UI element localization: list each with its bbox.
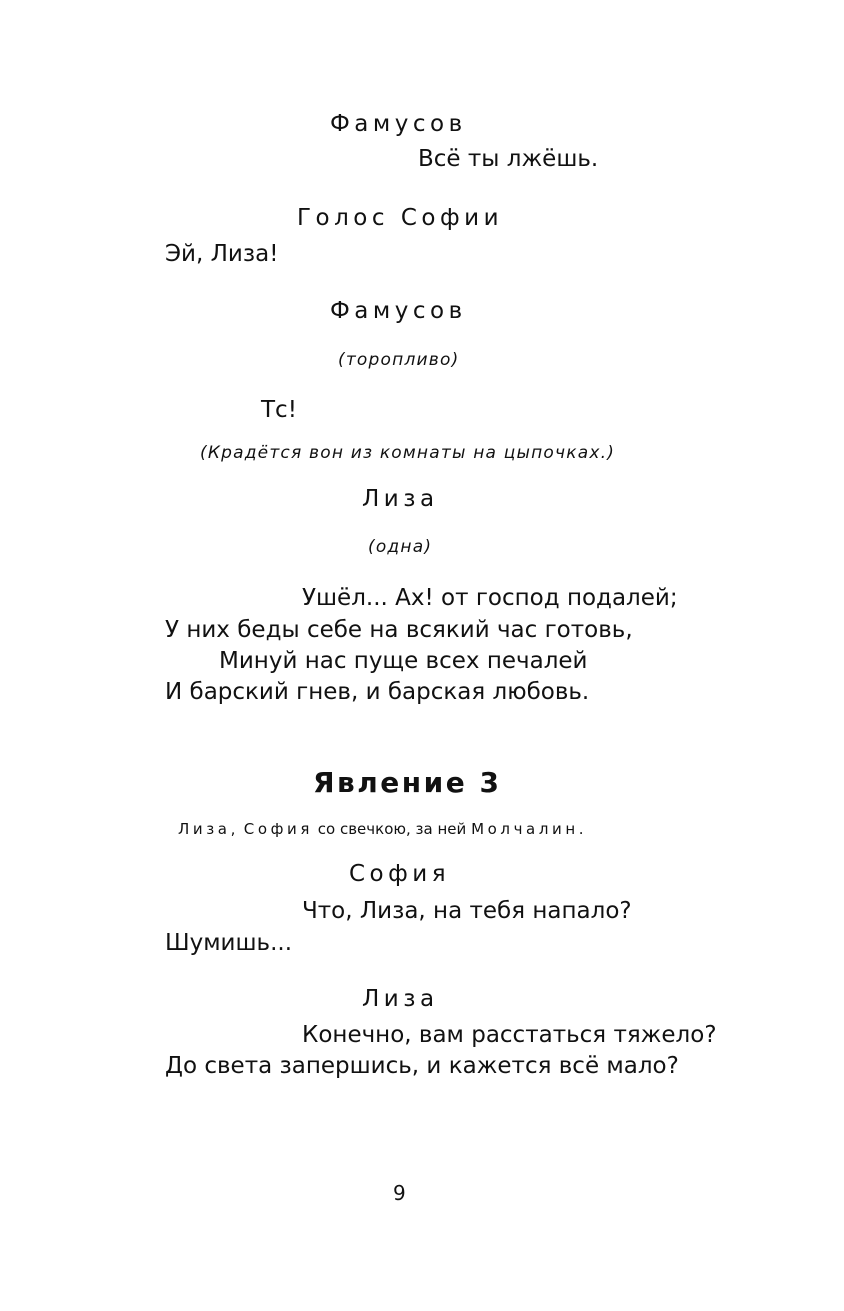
verse-line: И барский гнев, и барская любовь. [165,679,590,705]
page-number: 9 [393,1181,406,1205]
stage-direction: (Крадётся вон из комнаты на цыпочках.) [200,443,616,463]
verse-line: Тс! [261,397,297,423]
speaker-famusov: Фамусов [330,298,467,324]
verse-line: Ушёл... Ах! от господ подалей; [302,585,678,611]
scene-cast [178,820,587,838]
stage-direction: (одна) [368,537,433,557]
verse-line: Что, Лиза, на тебя напало? [302,898,632,924]
verse-line: До света запершись, и кажется всё мало? [165,1053,679,1079]
verse-line: Конечно, вам расстаться тяжело? [302,1022,717,1048]
speaker-liza: Лиза [362,986,439,1012]
verse-line: У них беды себе на всякий час готовь, [165,617,633,643]
scene-heading: Явление 3 [313,766,502,799]
stage-direction: (торопливо) [338,350,460,370]
verse-line: Шумишь... [165,930,293,956]
cast-name-sofia: София [243,820,313,838]
cast-note: со свечкою, за ней [317,820,467,838]
verse-line: Всё ты лжёшь. [418,146,599,172]
verse-line: Эй, Лиза! [165,241,279,267]
speaker-liza: Лиза [362,486,439,512]
speaker-famusov: Фамусов [330,111,467,137]
verse-line: Минуй нас пуще всех печалей [219,648,588,674]
speaker-golos-sofii: Голос Софии [297,205,504,231]
cast-name-liza: Лиза, [178,820,239,838]
speaker-sofia: София [349,861,451,887]
cast-name-molchalin: Молчалин. [471,820,588,838]
